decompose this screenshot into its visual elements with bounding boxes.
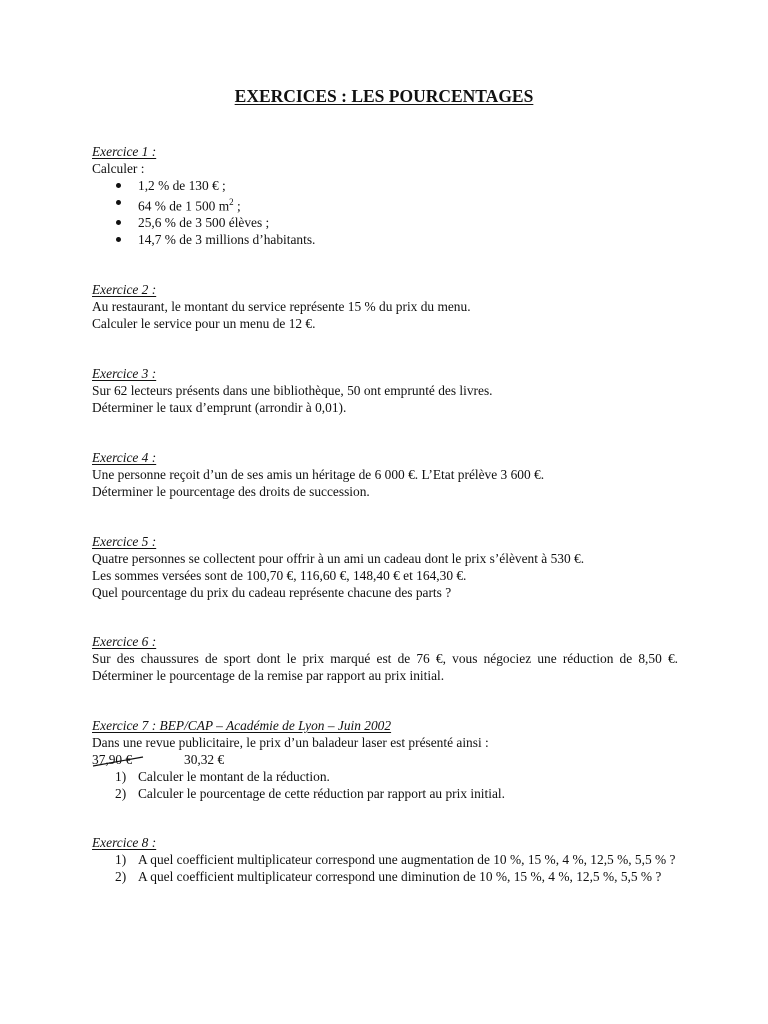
list-item: 1) A quel coefficient multiplicateur correspond une augmentation de 10 %, 15 %, 4 %, 12,5 %, 5,5 % ? <box>115 852 676 867</box>
list-item: 1) Calculer le montant de la réduction. <box>115 769 330 784</box>
paragraph: Sur des chaussures de sport dont le prix marqué est de 76 €, vous négociez une réduction de 8,50 €. Déterminer le pourcentage de la remise par rapport au prix initial. <box>92 651 678 683</box>
bullet-icon <box>116 237 121 242</box>
exercise-7 <box>92 717 678 802</box>
list-item: 1,2 % de 130 € ; <box>92 177 678 194</box>
text-line: Calculer le service pour un menu de 12 €. <box>92 316 316 331</box>
exercise-3 <box>92 365 678 416</box>
new-price: 30,32 € <box>184 752 225 767</box>
exercise-4 <box>92 449 678 500</box>
exercise-intro: Dans une revue publicitaire, le prix d’un baladeur laser est présenté ainsi : <box>92 735 489 750</box>
price-display <box>92 751 678 768</box>
text-line: Déterminer le pourcentage des droits de succession. <box>92 484 370 499</box>
bullet-icon <box>116 200 121 205</box>
text-line: Déterminer le taux d’emprunt (arrondir à 0,01). <box>92 400 347 415</box>
exercise-8 <box>92 834 678 885</box>
exercise-heading: Exercice 8 : <box>92 835 157 850</box>
strikethrough-mark <box>90 753 146 767</box>
bullet-icon <box>116 220 121 225</box>
exercise-intro: Calculer : <box>92 161 145 176</box>
question-list <box>92 768 678 802</box>
list-item: 2) Calculer le pourcentage de cette réduction par rapport au prix initial. <box>115 786 505 801</box>
text-line: Sur 62 lecteurs présents dans une bibliothèque, 50 ont emprunté des livres. <box>92 383 493 398</box>
list-item: 25,6 % de 3 500 élèves ; <box>92 214 678 231</box>
text-line: Une personne reçoit d’un de ses amis un héritage de 6 000 €. L’Etat prélève 3 600 €. <box>92 467 545 482</box>
exercise-2 <box>92 281 678 332</box>
exercise-heading: Exercice 5 : <box>92 534 157 549</box>
exercise-heading: Exercice 1 : <box>92 144 157 159</box>
bullet-icon <box>116 183 121 188</box>
exercise-6 <box>92 633 678 684</box>
list-item: 2) A quel coefficient multiplicateur correspond une diminution de 10 %, 15 %, 4 %, 12,5 %, 5,5 % ? <box>115 869 662 884</box>
page-title: EXERCICES : LES POURCENTAGES <box>234 86 534 106</box>
exercise-heading: Exercice 2 : <box>92 282 157 297</box>
list-item: 64 % de 1 500 $m^2$ ; <box>92 194 678 214</box>
exercise-5 <box>92 533 678 601</box>
text-line: Les sommes versées sont de 100,70 €, 116,60 €, 148,40 € et 164,30 €. <box>92 568 467 583</box>
exponent: 2 <box>229 197 234 207</box>
exercise-heading: Exercice 4 : <box>92 450 157 465</box>
exercise-heading: Exercice 7 : BEP/CAP – Académie de Lyon – Juin 2002 <box>92 718 392 733</box>
question-list <box>92 851 678 885</box>
exercise-heading: Exercice 3 : <box>92 366 157 381</box>
old-price: 37,90 € <box>92 752 133 767</box>
bullet-list <box>92 177 678 248</box>
list-item: 14,7 % de 3 millions d’habitants. <box>92 231 678 248</box>
text-line: Quel pourcentage du prix du cadeau représente chacune des parts ? <box>92 585 452 600</box>
exercise-1 <box>92 143 678 248</box>
text-line: Quatre personnes se collectent pour offrir à un ami un cadeau dont le prix s’élèvent à 530 €. <box>92 551 585 566</box>
exercise-heading: Exercice 6 : <box>92 634 157 649</box>
text-line: Au restaurant, le montant du service représente 15 % du prix du menu. <box>92 299 471 314</box>
